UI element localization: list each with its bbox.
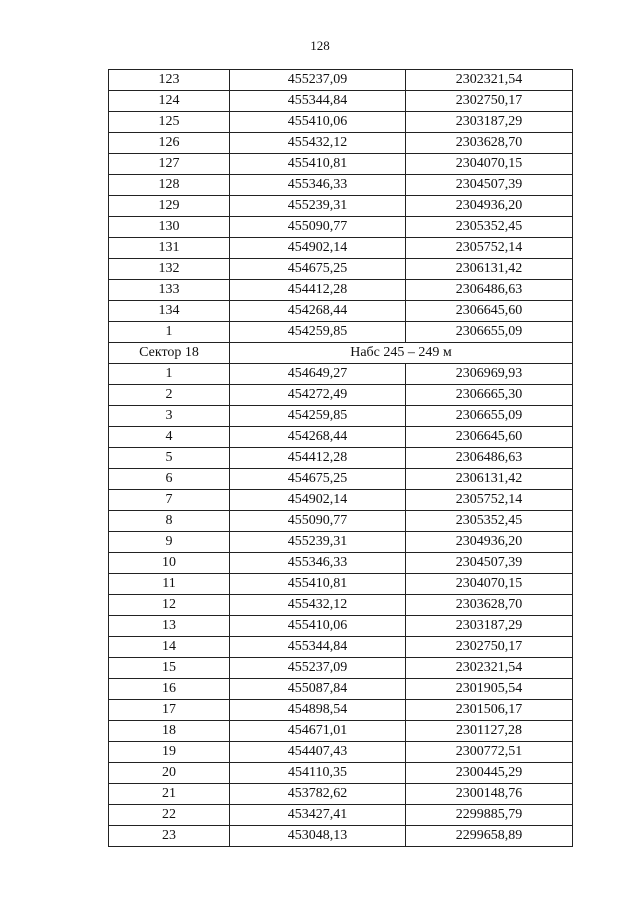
y-coordinate-cell: 2301127,28 bbox=[406, 721, 573, 742]
point-number-cell: 2 bbox=[109, 385, 230, 406]
sector-header-row bbox=[109, 343, 573, 364]
table-row bbox=[109, 721, 573, 742]
y-coordinate-cell: 2300148,76 bbox=[406, 784, 573, 805]
table-row bbox=[109, 196, 573, 217]
table-row bbox=[109, 679, 573, 700]
coordinates-table bbox=[108, 69, 573, 847]
y-coordinate-cell: 2303628,70 bbox=[406, 133, 573, 154]
x-coordinate-cell: 453427,41 bbox=[230, 805, 406, 826]
x-coordinate-cell: 455087,84 bbox=[230, 679, 406, 700]
table-row bbox=[109, 469, 573, 490]
table-row bbox=[109, 784, 573, 805]
point-number-cell: 20 bbox=[109, 763, 230, 784]
table-row bbox=[109, 364, 573, 385]
table-row bbox=[109, 154, 573, 175]
table-row bbox=[109, 238, 573, 259]
y-coordinate-cell: 2306969,93 bbox=[406, 364, 573, 385]
point-number-cell: 7 bbox=[109, 490, 230, 511]
point-number-cell: 22 bbox=[109, 805, 230, 826]
x-coordinate-cell: 455344,84 bbox=[230, 91, 406, 112]
table-row bbox=[109, 742, 573, 763]
point-number-cell: 11 bbox=[109, 574, 230, 595]
table-row bbox=[109, 532, 573, 553]
point-number-cell: 8 bbox=[109, 511, 230, 532]
y-coordinate-cell: 2302750,17 bbox=[406, 637, 573, 658]
y-coordinate-cell: 2305352,45 bbox=[406, 511, 573, 532]
table-row bbox=[109, 490, 573, 511]
x-coordinate-cell: 455346,33 bbox=[230, 175, 406, 196]
point-number-cell: 131 bbox=[109, 238, 230, 259]
y-coordinate-cell: 2306655,09 bbox=[406, 406, 573, 427]
point-number-cell: 6 bbox=[109, 469, 230, 490]
x-coordinate-cell: 455432,12 bbox=[230, 133, 406, 154]
table-row bbox=[109, 574, 573, 595]
x-coordinate-cell: 454272,49 bbox=[230, 385, 406, 406]
table-row bbox=[109, 616, 573, 637]
y-coordinate-cell: 2305752,14 bbox=[406, 490, 573, 511]
point-number-cell: 127 bbox=[109, 154, 230, 175]
y-coordinate-cell: 2305752,14 bbox=[406, 238, 573, 259]
x-coordinate-cell: 454902,14 bbox=[230, 238, 406, 259]
x-coordinate-cell: 455090,77 bbox=[230, 217, 406, 238]
y-coordinate-cell: 2305352,45 bbox=[406, 217, 573, 238]
y-coordinate-cell: 2306665,30 bbox=[406, 385, 573, 406]
table-row bbox=[109, 805, 573, 826]
point-number-cell: 126 bbox=[109, 133, 230, 154]
x-coordinate-cell: 454268,44 bbox=[230, 301, 406, 322]
x-coordinate-cell: 454110,35 bbox=[230, 763, 406, 784]
x-coordinate-cell: 454649,27 bbox=[230, 364, 406, 385]
x-coordinate-cell: 455239,31 bbox=[230, 532, 406, 553]
point-number-cell: 14 bbox=[109, 637, 230, 658]
x-coordinate-cell: 455090,77 bbox=[230, 511, 406, 532]
y-coordinate-cell: 2301506,17 bbox=[406, 700, 573, 721]
point-number-cell: 18 bbox=[109, 721, 230, 742]
sector-label-cell: Сектор 18 bbox=[109, 343, 230, 364]
y-coordinate-cell: 2306645,60 bbox=[406, 301, 573, 322]
table-row bbox=[109, 70, 573, 91]
table-row bbox=[109, 301, 573, 322]
table-row bbox=[109, 280, 573, 301]
table-row bbox=[109, 112, 573, 133]
y-coordinate-cell: 2302750,17 bbox=[406, 91, 573, 112]
table-row bbox=[109, 91, 573, 112]
point-number-cell: 3 bbox=[109, 406, 230, 427]
y-coordinate-cell: 2302321,54 bbox=[406, 658, 573, 679]
y-coordinate-cell: 2306655,09 bbox=[406, 322, 573, 343]
point-number-cell: 132 bbox=[109, 259, 230, 280]
y-coordinate-cell: 2304507,39 bbox=[406, 175, 573, 196]
point-number-cell: 4 bbox=[109, 427, 230, 448]
point-number-cell: 128 bbox=[109, 175, 230, 196]
sector-elevation-cell: Набс 245 – 249 м bbox=[230, 343, 573, 364]
table-row bbox=[109, 511, 573, 532]
point-number-cell: 130 bbox=[109, 217, 230, 238]
x-coordinate-cell: 455237,09 bbox=[230, 70, 406, 91]
y-coordinate-cell: 2306486,63 bbox=[406, 448, 573, 469]
y-coordinate-cell: 2304507,39 bbox=[406, 553, 573, 574]
x-coordinate-cell: 453782,62 bbox=[230, 784, 406, 805]
x-coordinate-cell: 455237,09 bbox=[230, 658, 406, 679]
x-coordinate-cell: 455410,81 bbox=[230, 154, 406, 175]
table-row bbox=[109, 322, 573, 343]
point-number-cell: 125 bbox=[109, 112, 230, 133]
table-row bbox=[109, 385, 573, 406]
x-coordinate-cell: 454407,43 bbox=[230, 742, 406, 763]
y-coordinate-cell: 2299658,89 bbox=[406, 826, 573, 847]
x-coordinate-cell: 454902,14 bbox=[230, 490, 406, 511]
point-number-cell: 13 bbox=[109, 616, 230, 637]
x-coordinate-cell: 454268,44 bbox=[230, 427, 406, 448]
y-coordinate-cell: 2303187,29 bbox=[406, 112, 573, 133]
x-coordinate-cell: 455410,06 bbox=[230, 616, 406, 637]
point-number-cell: 1 bbox=[109, 322, 230, 343]
y-coordinate-cell: 2304070,15 bbox=[406, 574, 573, 595]
point-number-cell: 134 bbox=[109, 301, 230, 322]
x-coordinate-cell: 454259,85 bbox=[230, 322, 406, 343]
table-row bbox=[109, 427, 573, 448]
table-row bbox=[109, 700, 573, 721]
table-row bbox=[109, 448, 573, 469]
point-number-cell: 12 bbox=[109, 595, 230, 616]
y-coordinate-cell: 2301905,54 bbox=[406, 679, 573, 700]
point-number-cell: 21 bbox=[109, 784, 230, 805]
point-number-cell: 19 bbox=[109, 742, 230, 763]
x-coordinate-cell: 455346,33 bbox=[230, 553, 406, 574]
x-coordinate-cell: 454259,85 bbox=[230, 406, 406, 427]
table-row bbox=[109, 553, 573, 574]
point-number-cell: 133 bbox=[109, 280, 230, 301]
x-coordinate-cell: 455432,12 bbox=[230, 595, 406, 616]
y-coordinate-cell: 2300445,29 bbox=[406, 763, 573, 784]
point-number-cell: 129 bbox=[109, 196, 230, 217]
y-coordinate-cell: 2306131,42 bbox=[406, 469, 573, 490]
x-coordinate-cell: 455410,81 bbox=[230, 574, 406, 595]
x-coordinate-cell: 455239,31 bbox=[230, 196, 406, 217]
point-number-cell: 15 bbox=[109, 658, 230, 679]
table-row bbox=[109, 259, 573, 280]
y-coordinate-cell: 2303628,70 bbox=[406, 595, 573, 616]
table-row bbox=[109, 763, 573, 784]
point-number-cell: 9 bbox=[109, 532, 230, 553]
y-coordinate-cell: 2304936,20 bbox=[406, 532, 573, 553]
x-coordinate-cell: 455410,06 bbox=[230, 112, 406, 133]
page-number: 128 bbox=[310, 38, 330, 53]
coordinates-table-body bbox=[109, 70, 573, 847]
table-row bbox=[109, 658, 573, 679]
point-number-cell: 16 bbox=[109, 679, 230, 700]
table-row bbox=[109, 826, 573, 847]
y-coordinate-cell: 2299885,79 bbox=[406, 805, 573, 826]
x-coordinate-cell: 454898,54 bbox=[230, 700, 406, 721]
point-number-cell: 5 bbox=[109, 448, 230, 469]
point-number-cell: 17 bbox=[109, 700, 230, 721]
point-number-cell: 123 bbox=[109, 70, 230, 91]
x-coordinate-cell: 453048,13 bbox=[230, 826, 406, 847]
table-row bbox=[109, 595, 573, 616]
y-coordinate-cell: 2306131,42 bbox=[406, 259, 573, 280]
point-number-cell: 1 bbox=[109, 364, 230, 385]
point-number-cell: 23 bbox=[109, 826, 230, 847]
y-coordinate-cell: 2306486,63 bbox=[406, 280, 573, 301]
y-coordinate-cell: 2306645,60 bbox=[406, 427, 573, 448]
y-coordinate-cell: 2302321,54 bbox=[406, 70, 573, 91]
x-coordinate-cell: 455344,84 bbox=[230, 637, 406, 658]
table-row bbox=[109, 406, 573, 427]
x-coordinate-cell: 454675,25 bbox=[230, 469, 406, 490]
x-coordinate-cell: 454412,28 bbox=[230, 448, 406, 469]
point-number-cell: 10 bbox=[109, 553, 230, 574]
y-coordinate-cell: 2304936,20 bbox=[406, 196, 573, 217]
table-row bbox=[109, 175, 573, 196]
table-row bbox=[109, 133, 573, 154]
y-coordinate-cell: 2303187,29 bbox=[406, 616, 573, 637]
table-row bbox=[109, 637, 573, 658]
table-row bbox=[109, 217, 573, 238]
x-coordinate-cell: 454412,28 bbox=[230, 280, 406, 301]
y-coordinate-cell: 2300772,51 bbox=[406, 742, 573, 763]
y-coordinate-cell: 2304070,15 bbox=[406, 154, 573, 175]
x-coordinate-cell: 454671,01 bbox=[230, 721, 406, 742]
x-coordinate-cell: 454675,25 bbox=[230, 259, 406, 280]
point-number-cell: 124 bbox=[109, 91, 230, 112]
